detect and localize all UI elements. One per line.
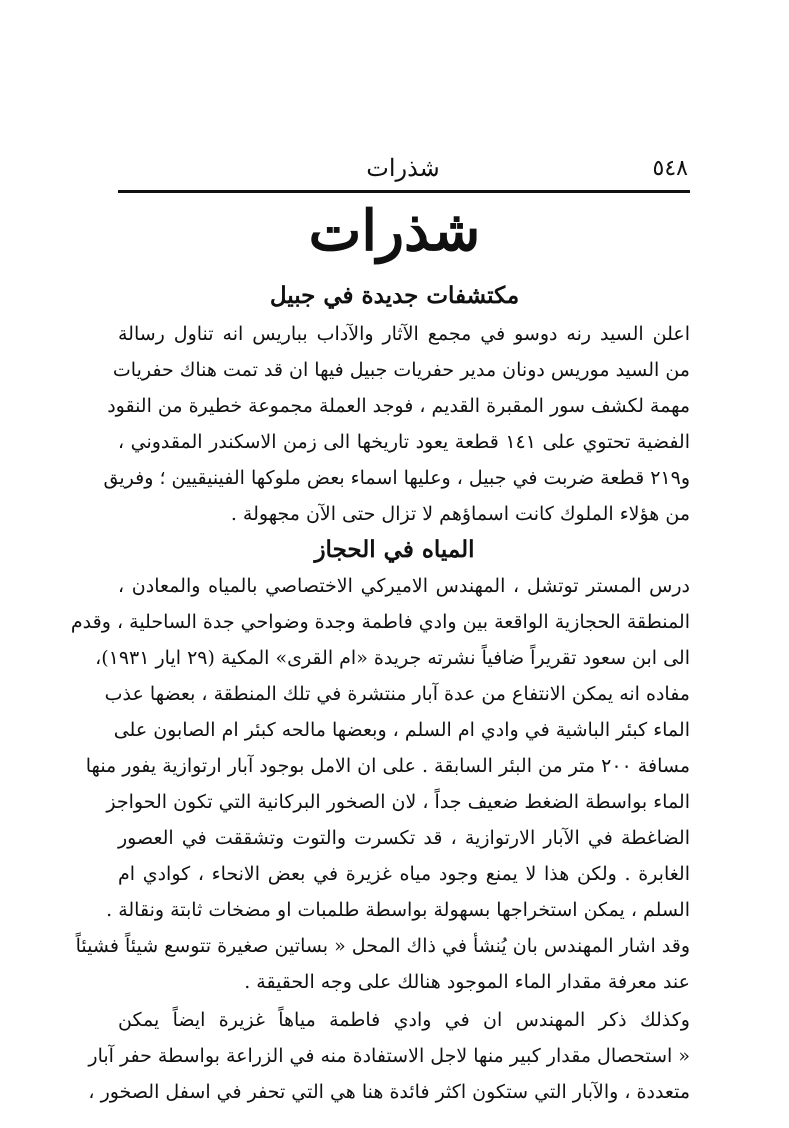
header-rule <box>118 190 690 193</box>
running-title: شذرات <box>366 154 440 182</box>
text-line: المنطقة الحجازية الواقعة بين وادي فاطمة وجدة وضواحي جدة الساحلية ، وقدم <box>70 611 690 633</box>
text-line: متعددة ، والآبار التي ستكون اكثر فائدة هنا هي التي تحفر في اسفل الصخور ، <box>88 1081 690 1103</box>
text-line: درس المستر توتشل ، المهندس الاميركي الاختصاصي بالمياه والمعادن ، <box>118 575 690 597</box>
text-line: الماء كبئر الباشية في وادي ام السلم ، وبعضها مالحه كبئر ام الصابون على <box>113 719 690 741</box>
text-line: وكذلك ذكر المهندس ان في وادي فاطمة مياهاً غزيرة ايضاً يمكن <box>118 1009 690 1031</box>
text-line: عند معرفة مقدار الماء الموجود هنالك على وجه الحقيقة . <box>244 971 690 993</box>
text-line: « استحصال مقدار كبير منها لاجل الاستفادة منه في الزراعة بواسطة حفر آبار <box>88 1045 690 1067</box>
text-line: الى ابن سعود تقريراً ضافياً نشرته جريدة «ام القرى» المكية (٢٩ ايار ١٩٣١)، <box>95 647 690 669</box>
text-line: الضاغطة في الآبار الارتوازية ، قد تكسرت والتوت وتشققت في العصور <box>118 827 690 849</box>
text-line: مسافة ٢٠٠ متر من البئر السابقة . على ان الامل بوجود آبار ارتوازية يفور منها <box>85 755 690 777</box>
text-line: من السيد موريس دونان مدير حفريات جبيل فيها ان قد تمت هناك حفريات <box>112 359 690 381</box>
text-line: الغابرة . ولكن هذا لا يمنع وجود مياه غزيرة في بعض الانحاء ، كوادي ام <box>118 863 690 885</box>
text-line: الماء بواسطة الضغط ضعيف جداً ، لان الصخور البركانية التي تكون الحواجز <box>106 791 690 813</box>
text-line: اعلن السيد رنه دوسو في مجمع الآثار والآداب بباريس انه تناول رسالة <box>118 323 690 345</box>
text-line: من هؤلاء الملوك كانت اسماؤهم لا تزال حتى الآن مجهولة . <box>230 503 690 525</box>
text-line: مهمة لكشف سور المقبرة القديم ، فوجد العملة مجموعة خطيرة من النقود <box>107 395 690 417</box>
section-title-hijaz: المياه في الحجاز <box>314 536 475 563</box>
text-line: وقد اشار المهندس بان يُنشأ في ذاك المحل « بساتين صغيرة تتوسع شيئاً فشيئاً <box>75 935 690 957</box>
section-title-jbeil: مكتشفات جديدة في جبيل <box>269 282 520 309</box>
page-number: ٥٤٨ <box>652 156 688 181</box>
text-line: و٢١٩ قطعة ضربت في جبيل ، وعليها اسماء بعض ملوكها الفينيقيين ؛ وفريق <box>103 467 690 489</box>
text-line: السلم ، يمكن استخراجها بسهولة بواسطة طلمبات او مضخات ثابتة ونقالة . <box>106 899 690 921</box>
main-title: شذرات <box>308 198 481 264</box>
text-line: الفضية تحتوي على ١٤١ قطعة يعود تاريخها الى زمن الاسكندر المقدوني ، <box>118 431 690 453</box>
text-line: مفاده انه يمكن الانتفاع من عدة آبار منتشرة في تلك المنطقة ، بعضها عذب <box>104 683 690 705</box>
page-header <box>118 150 688 190</box>
